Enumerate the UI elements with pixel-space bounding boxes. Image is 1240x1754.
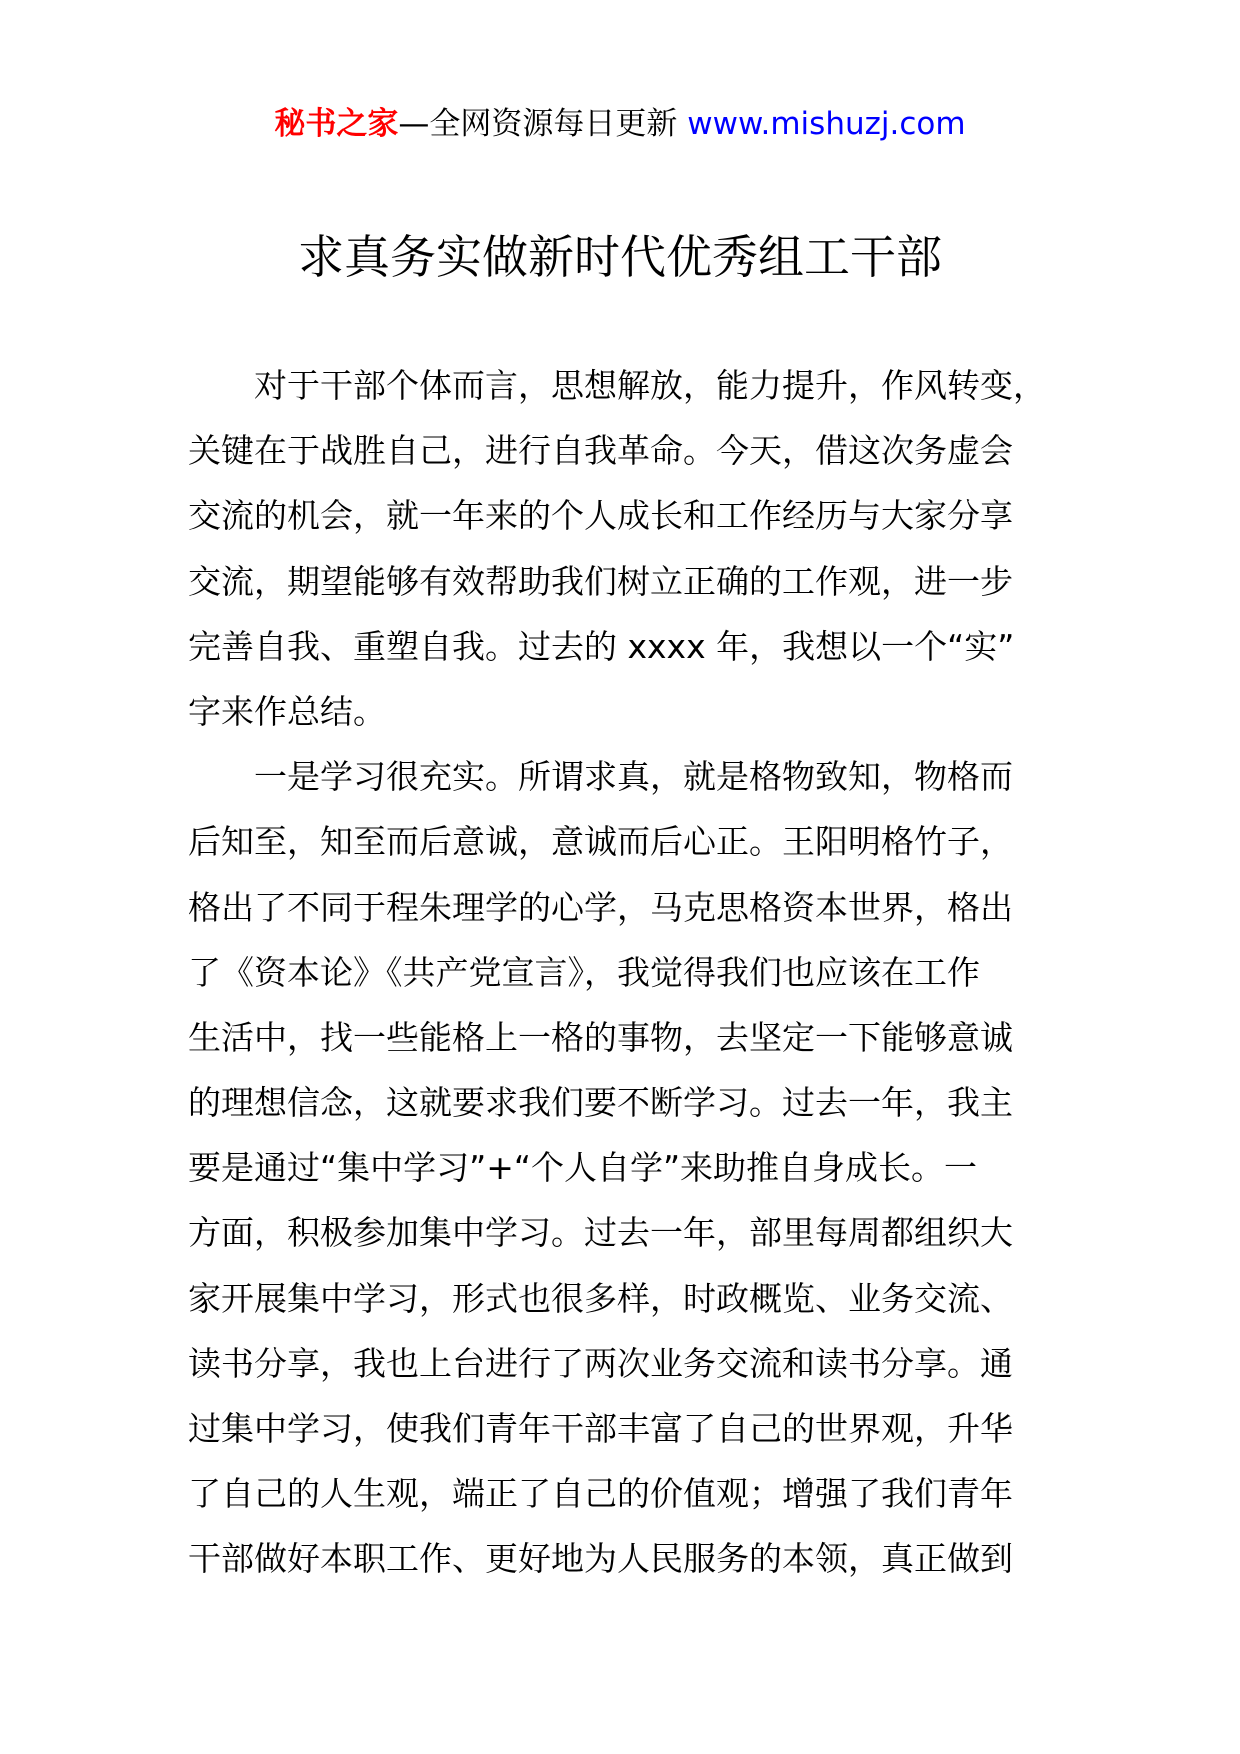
body-line: 要是通过“集中学习”+“个人自学”来助推自身成长。一 bbox=[188, 1148, 978, 1188]
body-line: 关键在于战胜自己，进行自我革命。今天，借这次务虚会 bbox=[188, 431, 1013, 471]
body-line: 一是学习很充实。所谓求真，就是格物致知，物格而 bbox=[254, 757, 1013, 797]
body-line: 了自己的人生观，端正了自己的价值观；增强了我们青年 bbox=[188, 1474, 1013, 1514]
body-line: 的理想信念，这就要求我们要不断学习。过去一年，我主 bbox=[188, 1083, 1013, 1123]
body-line: 方面，积极参加集中学习。过去一年，部里每周都组织大 bbox=[188, 1213, 1013, 1253]
body-line: 格出了不同于程朱理学的心学，马克思格资本世界，格出 bbox=[188, 887, 1013, 927]
body-line: 家开展集中学习，形式也很多样，时政概览、业务交流、 bbox=[188, 1278, 1013, 1318]
body-line: 读书分享，我也上台进行了两次业务交流和读书分享。通 bbox=[188, 1343, 1013, 1383]
body-line: 干部做好本职工作、更好地为人民服务的本领，真正做到 bbox=[188, 1539, 1013, 1579]
body-line: 交流，期望能够有效帮助我们树立正确的工作观，进一步 bbox=[188, 561, 1013, 601]
body-line: 了《资本论》《共产党宣言》，我觉得我们也应该在工作 bbox=[188, 952, 980, 992]
body-line: 完善自我、重塑自我。过去的 xxxx 年，我想以一个“实” bbox=[188, 626, 1015, 666]
body-line: 生活中，找一些能格上一格的事物，去坚定一下能够意诚 bbox=[188, 1017, 1013, 1057]
site-url-link[interactable]: www.mishuzj.com bbox=[687, 106, 966, 142]
body-line: 后知至，知至而后意诚，意诚而后心正。王阳明格竹子， bbox=[188, 822, 1013, 862]
document-body bbox=[188, 353, 1068, 1592]
body-line: 过集中学习，使我们青年干部丰富了自己的世界观，升华 bbox=[188, 1409, 1013, 1448]
site-brand: 秘书之家 bbox=[274, 106, 399, 142]
site-header bbox=[0, 100, 1240, 148]
body-line: 交流的机会，就一年来的个人成长和工作经历与大家分享 bbox=[188, 496, 1013, 536]
document-title: 求真务实做新时代优秀组工干部 bbox=[298, 230, 942, 284]
body-line: 字来作总结。 bbox=[188, 691, 386, 731]
body-line: 对于干部个体而言，思想解放，能力提升，作风转变， bbox=[254, 366, 1046, 405]
site-slogan: —全网资源每日更新 bbox=[398, 106, 688, 142]
